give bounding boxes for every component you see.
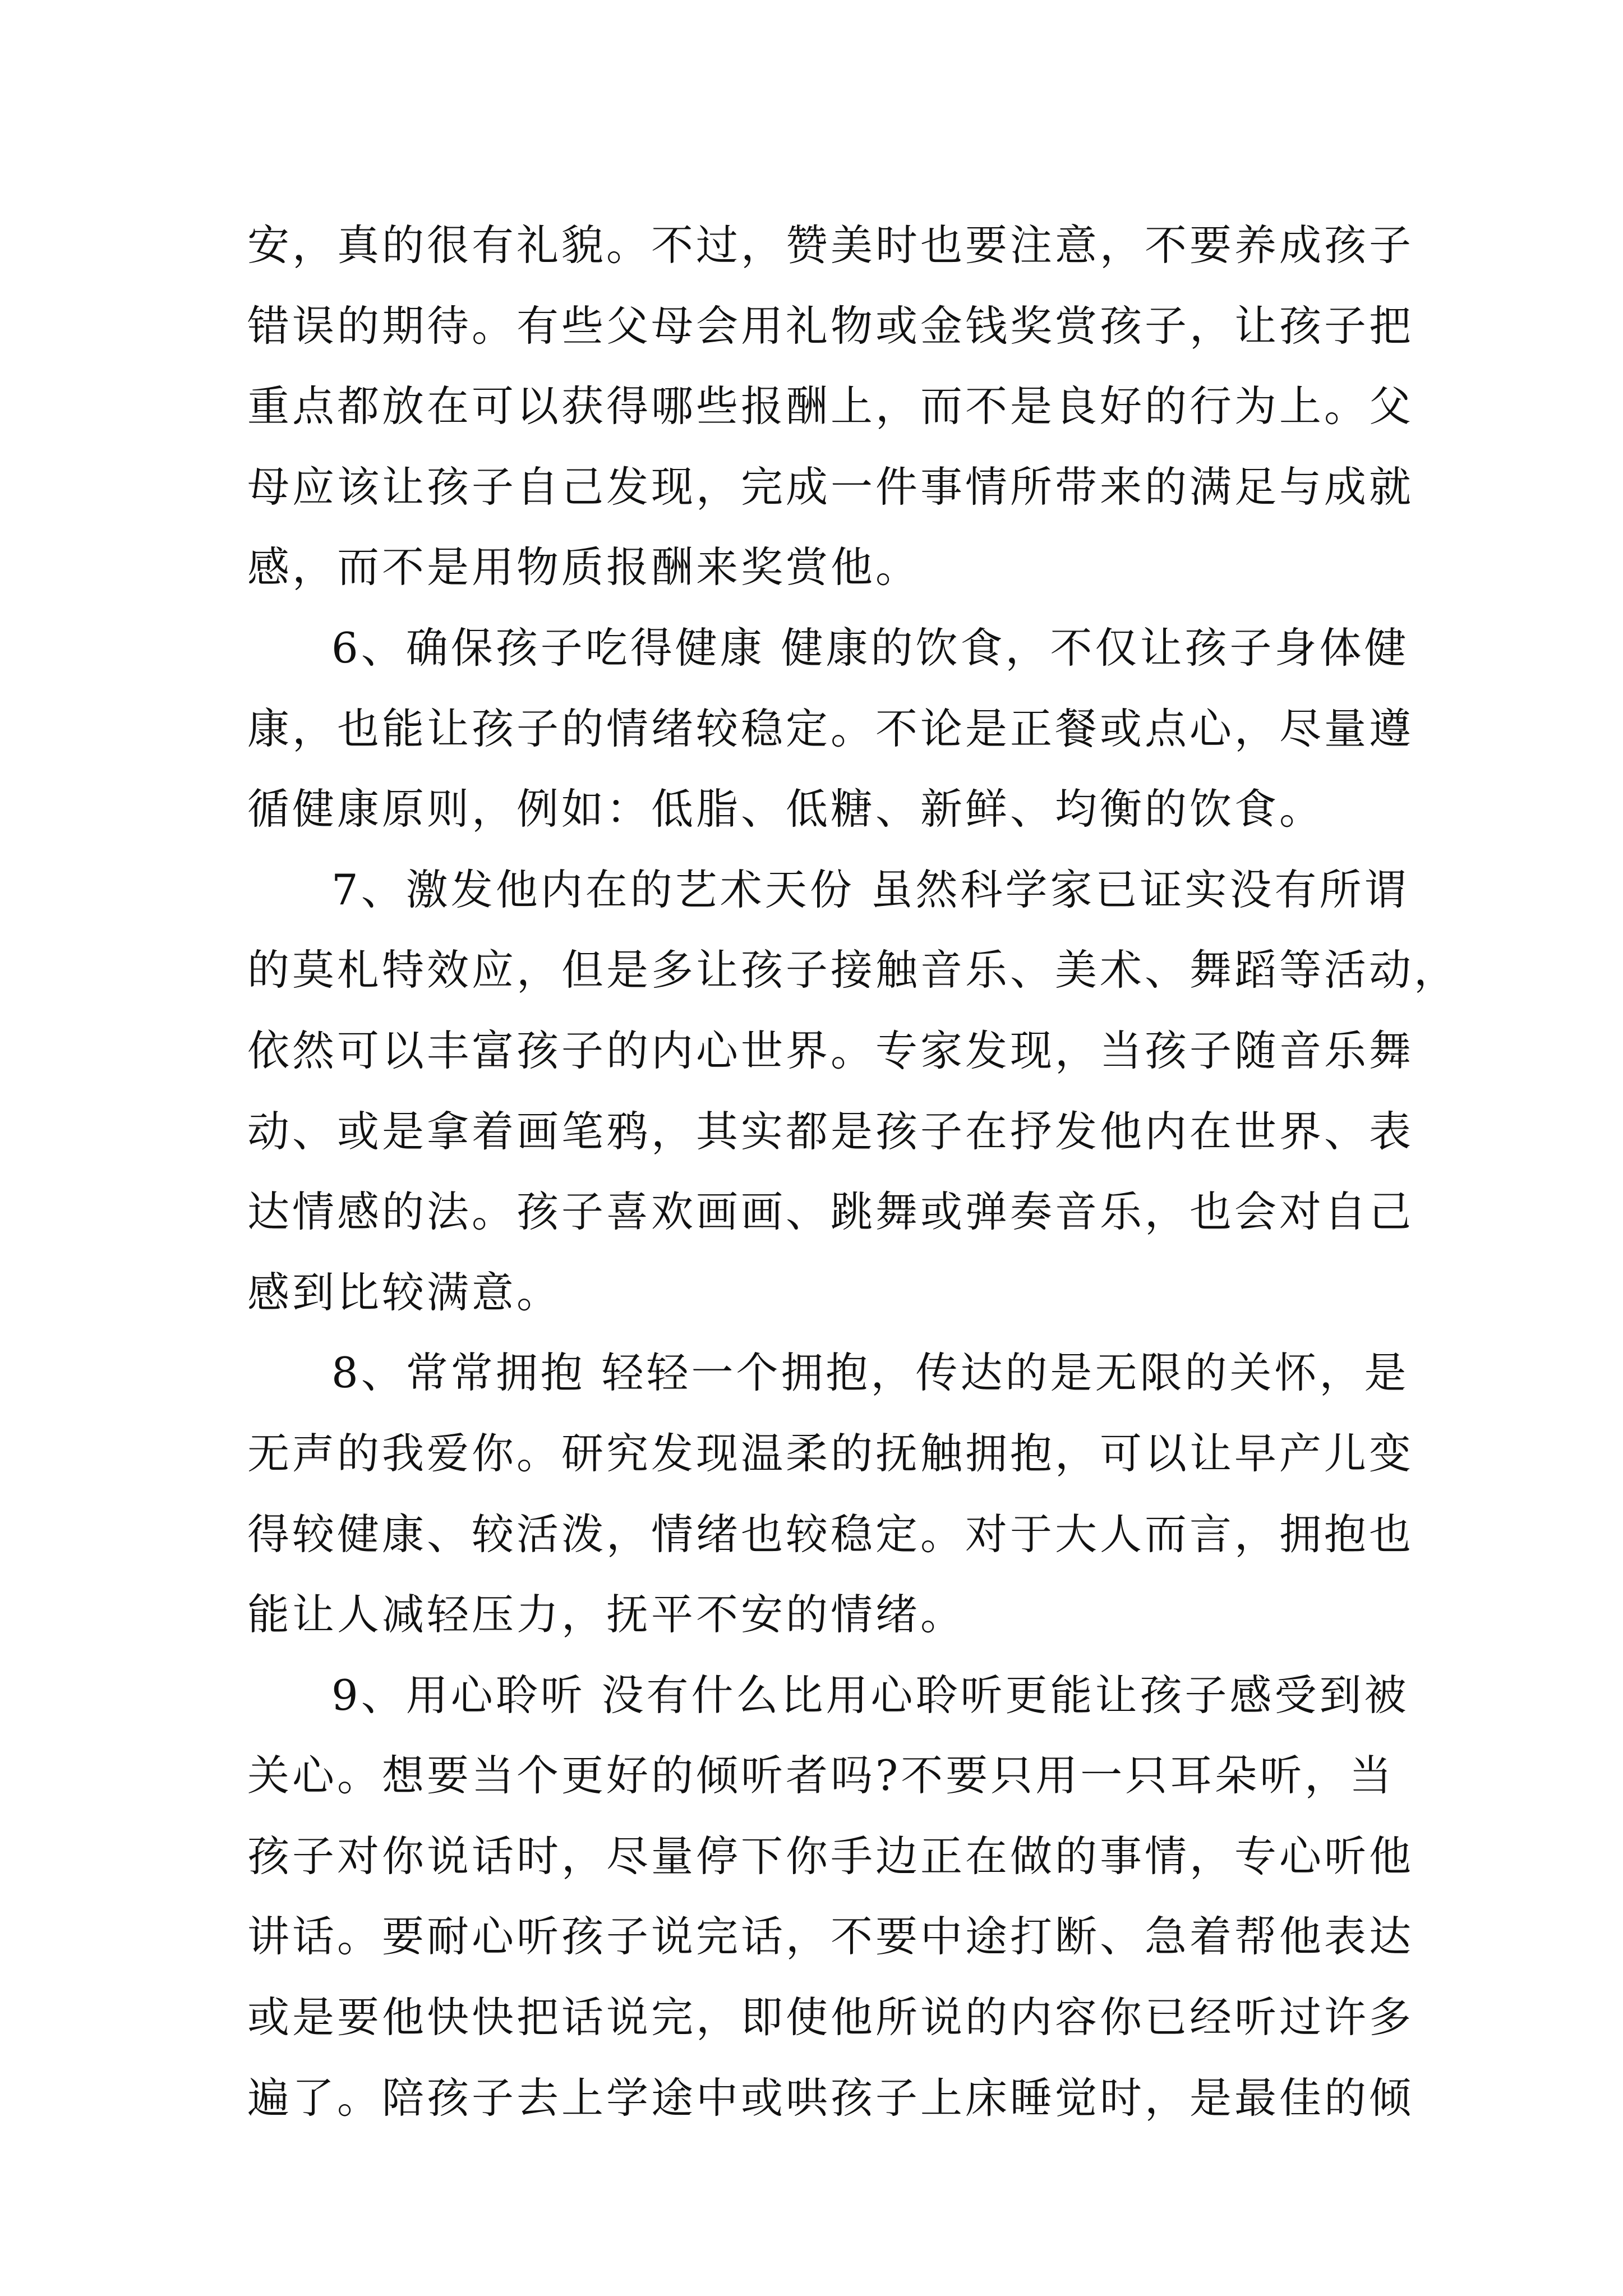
text-line: 安，真的很有礼貌。不过，赞美时也要注意，不要养成孩子 bbox=[247, 220, 1414, 270]
text-line: 感到比较满意。 bbox=[247, 1267, 562, 1317]
text-line: 得较健康、较活泼，情绪也较稳定。对于大人而言，拥抱也 bbox=[247, 1509, 1414, 1559]
text-line: 能让人减轻压力，抚平不安的情绪。 bbox=[247, 1590, 966, 1640]
text-line: 康，也能让孩子的情绪较稳定。不论是正餐或点心，尽量遵 bbox=[247, 703, 1414, 753]
text-line: 孩子对你说话时，尽量停下你手边正在做的事情，专心听他 bbox=[247, 1831, 1414, 1881]
text-line: 8、常常拥抱 轻轻一个拥抱，传达的是无限的关怀，是 bbox=[331, 1348, 1409, 1398]
document-text-body bbox=[247, 205, 1459, 2138]
text-line: 达情感的法。孩子喜欢画画、跳舞或弹奏音乐，也会对自己 bbox=[247, 1187, 1414, 1237]
text-line: 重点都放在可以获得哪些报酬上，而不是良好的行为上。父 bbox=[247, 381, 1414, 431]
text-line: 7、激发他内在的艺术天份 虽然科学家已证实没有所谓 bbox=[331, 864, 1409, 914]
text-line: 或是要他快快把话说完，即使他所说的内容你已经听过许多 bbox=[247, 1993, 1414, 2042]
text-line: 6、确保孩子吃得健康 健康的饮食，不仅让孩子身体健 bbox=[331, 623, 1409, 673]
text-line: 循健康原则，例如：低脂、低糖、新鲜、均衡的饮食。 bbox=[247, 784, 1325, 834]
text-line: 遍了。陪孩子去上学途中或哄孩子上床睡觉时，是最佳的倾 bbox=[247, 2073, 1414, 2123]
text-line: 依然可以丰富孩子的内心世界。专家发现，当孩子随音乐舞 bbox=[247, 1025, 1414, 1075]
text-line: 错误的期待。有些父母会用礼物或金钱奖赏孩子，让孩子把 bbox=[247, 301, 1414, 351]
text-line: 母应该让孩子自己发现，完成一件事情所带来的满足与成就 bbox=[247, 462, 1414, 512]
text-line: 感，而不是用物质报酬来奖赏他。 bbox=[247, 542, 921, 592]
text-line: 讲话。要耐心听孩子说完话，不要中途打断、急着帮他表达 bbox=[247, 1912, 1414, 1962]
text-line: 关心。想要当个更好的倾听者吗?不要只用一只耳朵听，当 bbox=[247, 1751, 1395, 1801]
text-line: 无声的我爱你。研究发现温柔的抚触拥抱，可以让早产儿变 bbox=[247, 1428, 1414, 1478]
text-line: 动、或是拿着画笔鸦，其实都是孩子在抒发他内在世界、表 bbox=[247, 1106, 1414, 1156]
text-line: 9、用心聆听 没有什么比用心聆听更能让孩子感受到被 bbox=[331, 1670, 1409, 1720]
text-line: 的莫札特效应，但是多让孩子接触音乐、美术、舞蹈等活动， bbox=[247, 945, 1459, 995]
